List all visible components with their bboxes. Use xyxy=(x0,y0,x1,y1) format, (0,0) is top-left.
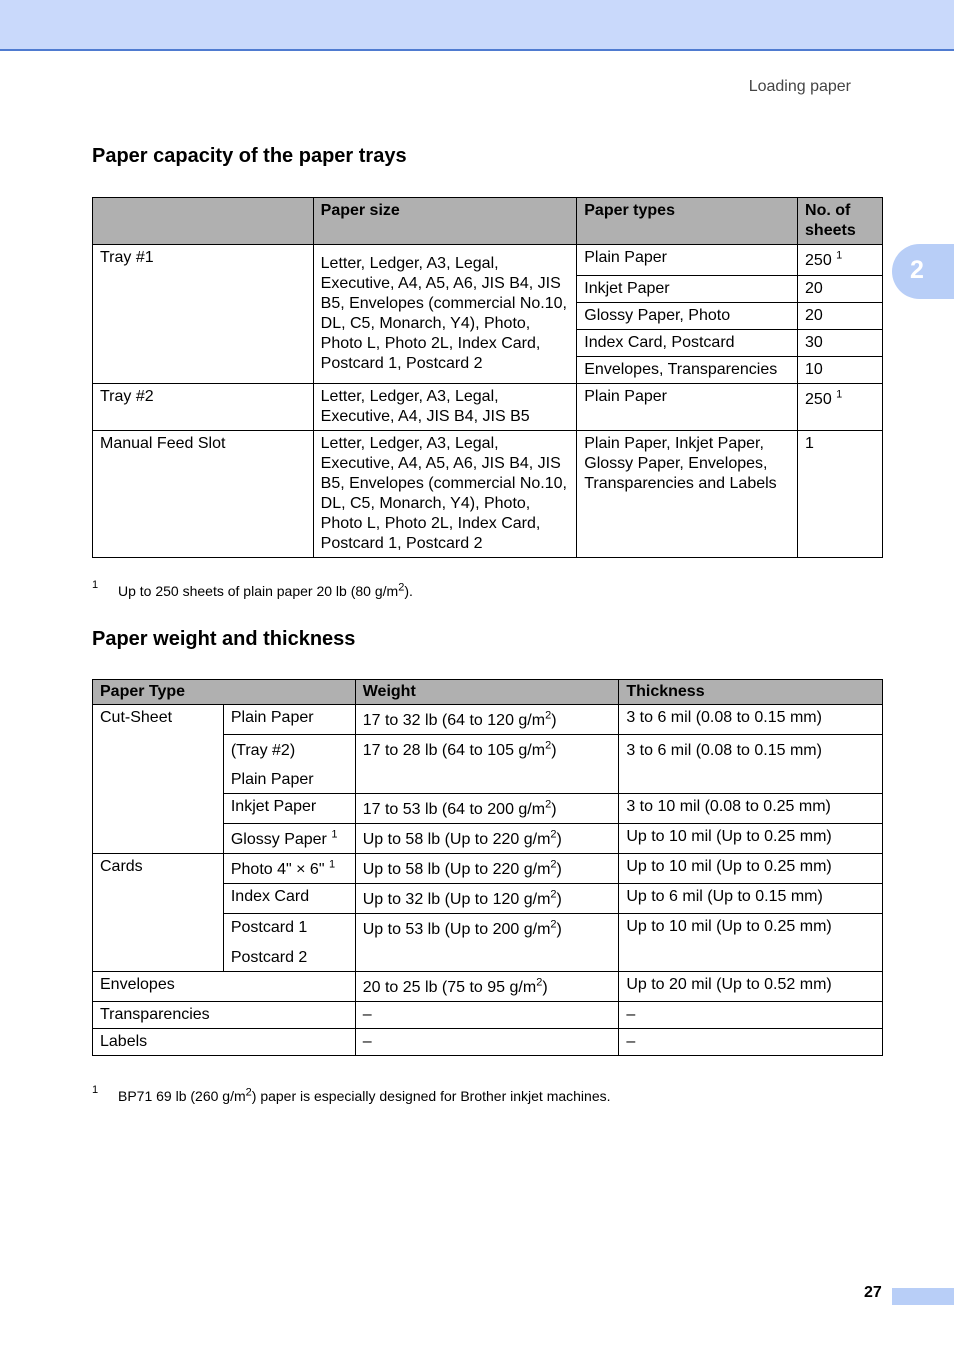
thickness: Up to 10 mil (Up to 0.25 mm) xyxy=(619,914,883,972)
paper-subtype: Plain Paper xyxy=(223,705,355,735)
table-header-row xyxy=(93,198,883,245)
column-header: Thickness xyxy=(619,680,883,705)
table-row xyxy=(93,245,883,276)
weight xyxy=(355,972,619,1002)
sheet-value: 250 xyxy=(805,391,832,408)
chapter-tab xyxy=(892,244,954,299)
sheet-count: 10 xyxy=(798,357,883,384)
sheet-count xyxy=(798,245,883,276)
thickness: Up to 10 mil (Up to 0.25 mm) xyxy=(619,854,883,884)
weight xyxy=(355,914,619,972)
sheet-count: 30 xyxy=(798,330,883,357)
footnote-ref: 1 xyxy=(836,388,843,401)
column-header: Paper Type xyxy=(93,680,356,705)
weight xyxy=(355,854,619,884)
footnote-body: Up to 250 sheets of plain paper 20 lb (80 g/m xyxy=(118,583,399,599)
paren: ) xyxy=(551,712,557,729)
weight: – xyxy=(355,1029,619,1056)
paren: ) xyxy=(542,979,548,996)
subtype-line: Postcard 2 xyxy=(230,949,308,966)
paper-weight-table xyxy=(92,679,883,1056)
paren: ) xyxy=(551,801,557,818)
footnote-end: ). xyxy=(404,583,413,599)
superscript: 2 xyxy=(550,918,557,931)
paren: ) xyxy=(556,831,562,848)
paper-type: Inkjet Paper xyxy=(577,276,798,303)
paper-subtype xyxy=(223,824,355,854)
superscript: 2 xyxy=(545,709,552,722)
table-row xyxy=(93,705,883,735)
paren: ) xyxy=(556,861,562,878)
weight xyxy=(355,824,619,854)
paper-capacity-table xyxy=(92,197,883,558)
footnote-number: 1 xyxy=(92,1084,99,1096)
page-number-bar xyxy=(892,1288,954,1305)
footnote-body: BP71 69 lb (260 g/m xyxy=(118,1088,246,1104)
column-header: Paper types xyxy=(577,198,798,245)
paren: ) xyxy=(556,891,562,908)
footnote-text xyxy=(118,583,413,599)
superscript: 2 xyxy=(550,828,557,841)
superscript: 2 xyxy=(550,888,557,901)
paper-type: Plain Paper xyxy=(577,384,798,431)
section-title-weight: Paper weight and thickness xyxy=(92,628,356,650)
subtype-text: Photo 4" × 6" xyxy=(230,861,325,878)
sheet-count: 1 xyxy=(798,431,883,558)
subtype-line: Postcard 1 xyxy=(230,919,308,936)
thickness: Up to 6 mil (Up to 0.15 mm) xyxy=(619,884,883,914)
superscript: 2 xyxy=(398,581,405,594)
column-header xyxy=(93,198,314,245)
page-number: 27 xyxy=(864,1284,882,1301)
subtype-text: Glossy Paper xyxy=(230,831,327,848)
weight-text: 17 to 53 lb (64 to 200 g/m xyxy=(362,801,546,818)
weight-text: 17 to 32 lb (64 to 120 g/m xyxy=(362,712,546,729)
running-head: Loading paper xyxy=(748,78,851,95)
paren: ) xyxy=(551,742,557,759)
footnote-ref: 1 xyxy=(331,828,338,841)
thickness: 3 to 6 mil (0.08 to 0.15 mm) xyxy=(619,705,883,735)
paper-type: Index Card, Postcard xyxy=(577,330,798,357)
weight-text: Up to 58 lb (Up to 220 g/m xyxy=(362,831,551,848)
weight xyxy=(355,705,619,735)
paper-group: Transparencies xyxy=(93,1002,356,1029)
subtype-line: Plain Paper xyxy=(230,771,314,788)
paren: ) xyxy=(556,921,562,938)
tray-name: Tray #2 xyxy=(93,384,314,431)
sheet-count xyxy=(798,384,883,431)
paper-sizes: Letter, Ledger, A3, Legal, Executive, A4, A5, A6, JIS B4, JIS B5, Envelopes (commercial No.10, DL, C5, Monarch, Y4), Photo, Photo L, Photo 2L, Index Card, Postcard 1, Postcard 2 xyxy=(313,431,577,558)
weight xyxy=(355,735,619,794)
paper-subtype xyxy=(223,854,355,884)
tray-name: Manual Feed Slot xyxy=(93,431,314,558)
superscript: 2 xyxy=(545,739,552,752)
column-header: Weight xyxy=(355,680,619,705)
table-row xyxy=(93,854,883,884)
subtype-line: (Tray #2) xyxy=(230,742,296,759)
thickness: – xyxy=(619,1002,883,1029)
paper-group: Envelopes xyxy=(93,972,356,1002)
thickness: – xyxy=(619,1029,883,1056)
thickness: Up to 20 mil (Up to 0.52 mm) xyxy=(619,972,883,1002)
column-header: No. of sheets xyxy=(798,198,883,245)
table-header-row xyxy=(93,680,883,705)
tray-name: Tray #1 xyxy=(93,245,314,384)
paper-group: Cards xyxy=(93,854,224,972)
sheet-count: 20 xyxy=(798,303,883,330)
paper-subtype: Index Card xyxy=(223,884,355,914)
paper-type: Envelopes, Transparencies xyxy=(577,357,798,384)
column-header: Paper size xyxy=(313,198,577,245)
paper-type: Plain Paper, Inkjet Paper, Glossy Paper, Envelopes, Transparencies and Labels xyxy=(577,431,798,558)
paper-subtype: Inkjet Paper xyxy=(223,794,355,824)
thickness: Up to 10 mil (Up to 0.25 mm) xyxy=(619,824,883,854)
paper-sizes: Letter, Ledger, A3, Legal, Executive, A4, JIS B4, JIS B5 xyxy=(313,384,577,431)
weight xyxy=(355,794,619,824)
weight xyxy=(355,884,619,914)
top-header-bar xyxy=(0,0,954,51)
paper-subtype xyxy=(223,735,355,794)
footnote-text xyxy=(118,1088,611,1104)
weight-text: Up to 53 lb (Up to 200 g/m xyxy=(362,921,551,938)
section-title-capacity: Paper capacity of the paper trays xyxy=(92,145,407,167)
paper-sizes: Letter, Ledger, A3, Legal, Executive, A4, A5, A6, JIS B4, JIS B5, Envelopes (commercial No.10, DL, C5, Monarch, Y4), Photo, Photo L, Photo 2L, Index Card, Postcard 1, Postcard 2 xyxy=(313,245,577,384)
superscript: 2 xyxy=(550,858,557,871)
footnote-ref: 1 xyxy=(836,249,843,262)
table-row xyxy=(93,972,883,1002)
thickness: 3 to 6 mil (0.08 to 0.15 mm) xyxy=(619,735,883,794)
chapter-number: 2 xyxy=(910,256,924,284)
table-row xyxy=(93,1002,883,1029)
weight-text: 17 to 28 lb (64 to 105 g/m xyxy=(362,742,546,759)
sheet-count: 20 xyxy=(798,276,883,303)
weight-text: Up to 58 lb (Up to 220 g/m xyxy=(362,861,551,878)
paper-group: Labels xyxy=(93,1029,356,1056)
paper-type: Plain Paper xyxy=(577,245,798,276)
superscript: 2 xyxy=(545,798,552,811)
weight-text: Up to 32 lb (Up to 120 g/m xyxy=(362,891,551,908)
paper-subtype xyxy=(223,914,355,972)
weight-text: 20 to 25 lb (75 to 95 g/m xyxy=(362,979,537,996)
paper-group: Cut-Sheet xyxy=(93,705,224,854)
footnote-number: 1 xyxy=(92,579,99,591)
weight: – xyxy=(355,1002,619,1029)
footnote-ref: 1 xyxy=(328,858,336,871)
thickness: 3 to 10 mil (0.08 to 0.25 mm) xyxy=(619,794,883,824)
table-row xyxy=(93,431,883,558)
superscript: 2 xyxy=(245,1086,252,1099)
footnote-end: ) paper is especially designed for Brother inkjet machines. xyxy=(251,1088,611,1104)
table-row xyxy=(93,1029,883,1056)
superscript: 2 xyxy=(536,976,543,989)
table-row xyxy=(93,384,883,431)
paper-type: Glossy Paper, Photo xyxy=(577,303,798,330)
sheet-value: 250 xyxy=(805,252,832,269)
